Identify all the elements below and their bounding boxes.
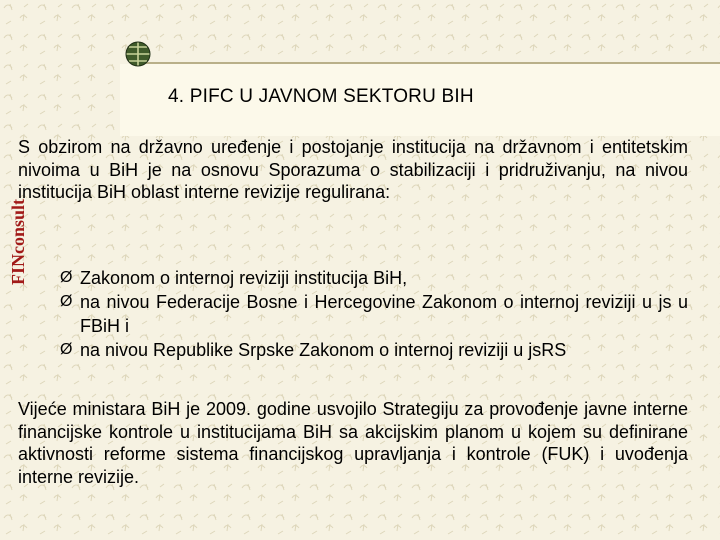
finconsult-brand: FINconsult — [8, 198, 28, 285]
intro-paragraph: S obzirom na državno uređenje i postojanje institucija na državnom i entitetskim nivoima u BiH je na osnovu Sporazuma o stabilizaciji i pridruživanju, na nivou institucija BiH oblast interne revizije regulirana: — [18, 137, 688, 202]
slide-title: 4. PIFC U JAVNOM SEKTORU BIH — [168, 86, 474, 107]
arrow-bullet-icon: Ø — [60, 269, 73, 286]
arrow-bullet-icon: Ø — [60, 293, 73, 310]
list-item-text: Zakonom o internoj reviziji institucija BiH, — [80, 268, 408, 288]
globe-logo-icon — [124, 40, 152, 68]
list-item — [60, 266, 688, 290]
list-item — [60, 338, 688, 362]
header-divider — [140, 62, 720, 64]
list-item-text: na nivou Republike Srpske Zakonom o internoj reviziji u jsRS — [80, 340, 567, 360]
conclusion-paragraph: Vijeće ministara BiH je 2009. godine usvojilo Strategiju za provođenje javne interne financijske kontrole u institucijama BiH sa akcijskim planom u kojem su definirane aktivnosti reforme sistema financijskog upravljanja i kontrole (FUK) i uvođenja interne revizije. — [18, 399, 688, 487]
arrow-bullet-icon: Ø — [60, 341, 73, 358]
list-item-text: na nivou Federacije Bosne i Hercegovine Zakonom o internoj reviziji u js u FBiH i — [80, 292, 688, 336]
list-item — [60, 290, 688, 338]
regulation-list — [60, 266, 688, 362]
